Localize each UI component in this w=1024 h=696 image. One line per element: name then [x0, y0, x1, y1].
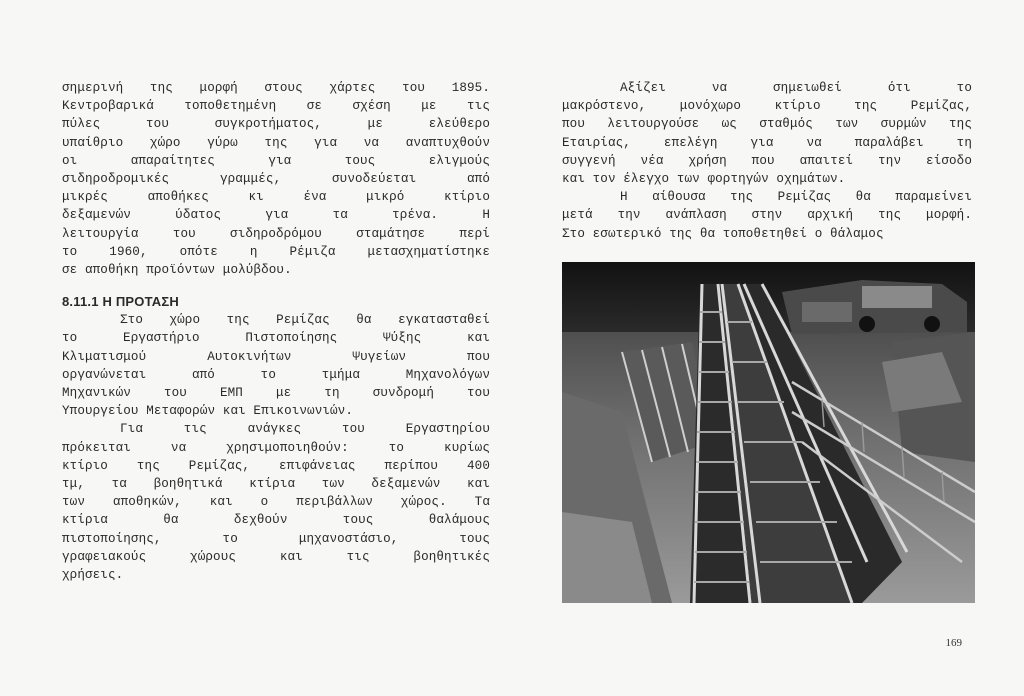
left-paragraph-3: [62, 420, 490, 584]
text-line: το Εργαστήριο Πιστοποίησης Ψύξης και: [62, 331, 490, 346]
text-line: που λειτουργούσε ως σταθμός των συρμών της: [562, 117, 972, 132]
text-line: σε αποθήκη προϊόντων μολύβδου.: [62, 262, 292, 277]
text-line: μακρόστενο, μονόχωρο κτίριο της Ρεμίζας,: [562, 99, 972, 114]
text-line: μικρές αποθήκες κι ένα μικρό κτίριο: [62, 190, 490, 205]
text-line: πύλες του συγκροτήματος, με ελεύθερο: [62, 117, 490, 132]
page-number: 169: [945, 637, 962, 649]
text-line: οργανώνεται από το τμήμα Μηχανολόγων: [62, 367, 490, 382]
right-paragraph-1: [562, 79, 972, 188]
text-line: Εταιρίας, επελέγη για να παραλάβει τη: [562, 135, 972, 150]
left-paragraph-2: [62, 311, 490, 420]
text-line: πρόκειται να χρησιμοποιηθούν: το κυρίως: [62, 440, 490, 455]
left-text-column: [62, 79, 490, 584]
text-line: μετά την ανάπλαση στην αρχική της μορφή.: [562, 208, 972, 223]
right-paragraph-2: [562, 188, 972, 243]
text-line: και τον έλεγχο των φορτηγών οχημάτων.: [562, 171, 846, 186]
text-line: υπαίθριο χώρο γύρω της για να αναπτυχθούν: [62, 135, 490, 150]
text-line: Στο χώρο της Ρεμίζας θα εγκατασταθεί: [120, 313, 490, 328]
text-line: κτίρια θα δεχθούν τους θαλάμους: [62, 513, 490, 528]
text-line: γραφειακούς χώρους και τις βοηθητικές: [62, 549, 490, 564]
text-line: Στο εσωτερικό της θα τοποθετηθεί ο θάλαμος: [562, 226, 884, 241]
railway-tracks-photo: [562, 262, 975, 603]
photo-illustration: [562, 262, 975, 603]
text-line: Για τις ανάγκες του Εργαστηρίου: [120, 422, 490, 437]
text-line: Υπουργείου Μεταφορών και Επικοινωνιών.: [62, 404, 353, 419]
text-line: το 1960, οπότε η Ρέμιζα μετασχηματίστηκε: [62, 244, 490, 259]
text-line: πιστοποίησης, το μηχανοστάσιο, τους: [62, 531, 490, 546]
text-line: σημερινή της μορφή στους χάρτες του 1895.: [62, 81, 490, 95]
text-line: των αποθηκών, και ο περιβάλλων χώρος. Τα: [62, 495, 490, 510]
text-line: λειτουργία του σιδηροδρόμου σταμάτησε περί: [62, 226, 490, 241]
left-paragraph-1: [62, 79, 490, 279]
text-line: Αξίζει να σημειωθεί ότι το: [620, 81, 972, 95]
text-line: κτίριο της Ρεμίζας, επιφάνειας περίπου 400: [62, 458, 490, 473]
text-line: συγγενή νέα χρήση που απαιτεί την είσοδο: [562, 153, 972, 168]
text-line: Μηχανικών του ΕΜΠ με τη συνδρομή του: [62, 386, 490, 400]
text-line: Κεντροβαρικά τοποθετημένη σε σχέση με τις: [62, 99, 490, 114]
text-line: Η αίθουσα της Ρεμίζας θα παραμείνει: [620, 190, 972, 205]
section-heading: 8.11.1 Η ΠΡΟΤΑΣΗ: [62, 294, 179, 310]
text-line: τμ, τα βοηθητικά κτίρια των δεξαμενών και: [62, 476, 490, 491]
text-line: οι απαραίτητες για τους ελιγμούς: [62, 153, 490, 168]
text-line: δεξαμενών ύδατος για τα τρένα. Η: [62, 208, 490, 223]
right-text-column: [562, 79, 972, 243]
text-line: Κλιματισμού Αυτοκινήτων Ψυγείων που: [62, 349, 490, 364]
text-line: χρήσεις.: [62, 567, 124, 582]
text-line: σιδηροδρομικές γραμμές, συνοδεύεται από: [62, 171, 490, 186]
